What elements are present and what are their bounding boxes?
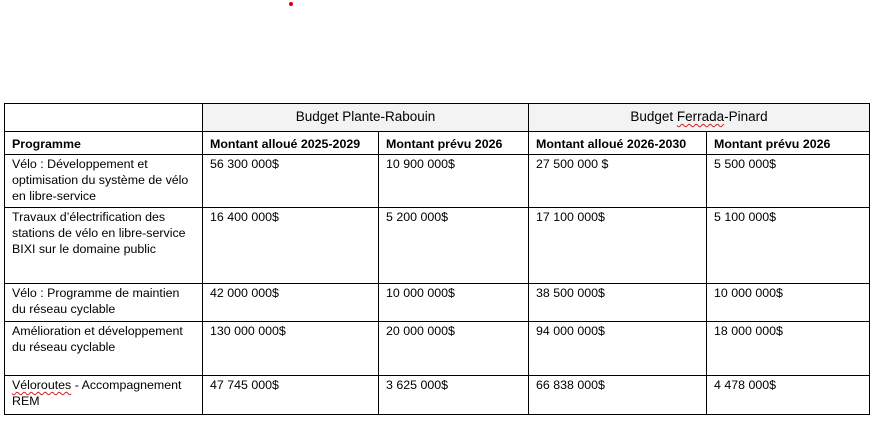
programme-cell: Vélo : Développement et optimisation du système de vélo en libre-service — [5, 155, 203, 208]
table-row — [5, 155, 870, 208]
amount-cell: 27 500 000 $ — [529, 155, 707, 208]
table-row — [5, 322, 870, 376]
amount-cell: 16 400 000$ — [203, 208, 379, 284]
amount-cell: 42 000 000$ — [203, 284, 379, 322]
amount-cell: 4 478 000$ — [707, 376, 870, 415]
group-header-ferrada-pinard: Budget Ferrada-Pinard — [529, 104, 870, 132]
column-header: Montant prévu 2026 — [379, 132, 529, 155]
column-header: Montant alloué 2025-2029 — [203, 132, 379, 155]
programme-cell: Véloroutes - Accompagnement REM — [5, 376, 203, 415]
amount-cell: 3 625 000$ — [379, 376, 529, 415]
amount-cell: 130 000 000$ — [203, 322, 379, 376]
amount-cell: 66 838 000$ — [529, 376, 707, 415]
programme-cell: Amélioration et développement du réseau cyclable — [5, 322, 203, 376]
amount-cell: 5 200 000$ — [379, 208, 529, 284]
empty-corner-cell — [5, 104, 203, 132]
amount-cell: 10 000 000$ — [707, 284, 870, 322]
group-header-plante-rabouin: Budget Plante-Rabouin — [203, 104, 529, 132]
table-row — [5, 376, 870, 415]
amount-cell: 56 300 000$ — [203, 155, 379, 208]
programme-cell: Travaux d’électrification des stations de vélo en libre-service BIXI sur le domaine public — [5, 208, 203, 284]
amount-cell: 10 900 000$ — [379, 155, 529, 208]
amount-cell: 38 500 000$ — [529, 284, 707, 322]
red-cursor-mark — [289, 2, 293, 6]
budget-table — [4, 103, 870, 415]
amount-cell: 18 000 000$ — [707, 322, 870, 376]
programme-cell: Vélo : Programme de maintien du réseau cyclable — [5, 284, 203, 322]
column-header-row — [5, 132, 870, 155]
amount-cell: 17 100 000$ — [529, 208, 707, 284]
spellcheck-flagged-word: Véloroutes — [12, 378, 72, 392]
column-header: Montant prévu 2026 — [707, 132, 870, 155]
table-row — [5, 284, 870, 322]
column-header: Montant alloué 2026-2030 — [529, 132, 707, 155]
table-row — [5, 208, 870, 284]
spellcheck-flagged-word: Ferrada — [676, 109, 725, 124]
amount-cell: 5 500 000$ — [707, 155, 870, 208]
group-header-row — [5, 104, 870, 132]
amount-cell: 94 000 000$ — [529, 322, 707, 376]
column-header: Programme — [5, 132, 203, 155]
amount-cell: 5 100 000$ — [707, 208, 870, 284]
amount-cell: 20 000 000$ — [379, 322, 529, 376]
amount-cell: 10 000 000$ — [379, 284, 529, 322]
amount-cell: 47 745 000$ — [203, 376, 379, 415]
